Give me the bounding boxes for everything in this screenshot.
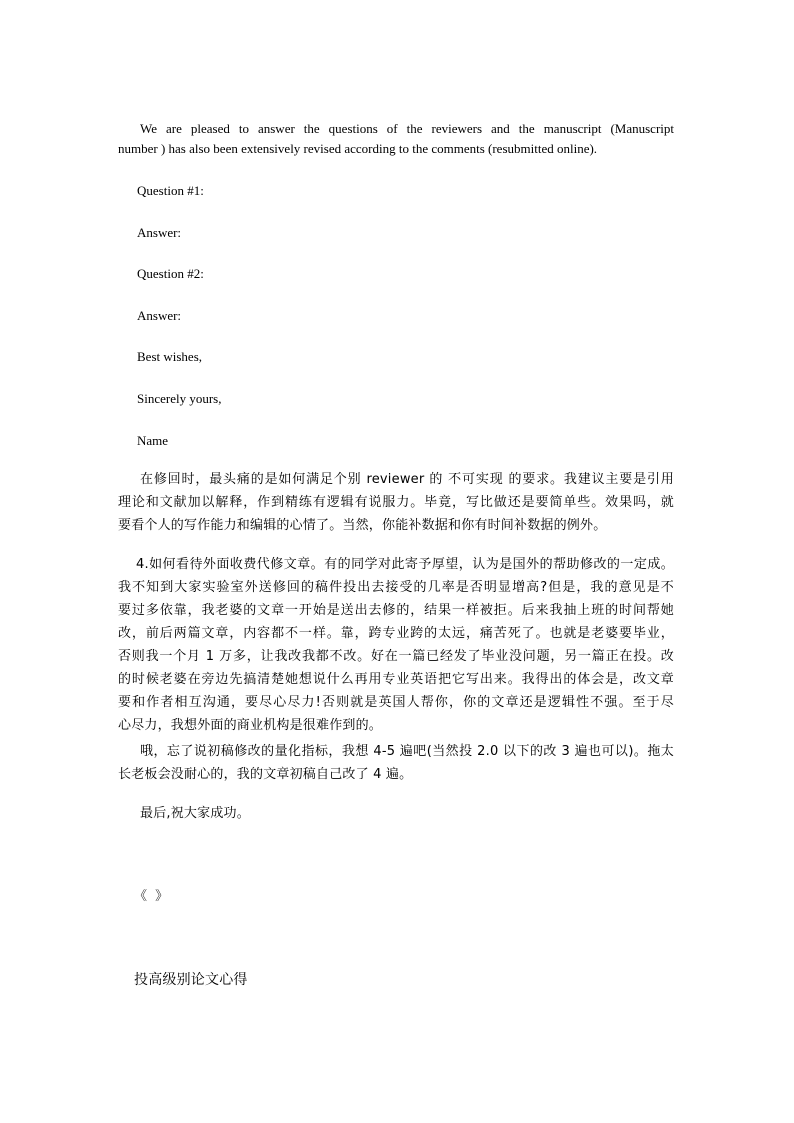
closing-line: Best wishes, [137, 349, 202, 364]
paid-editing-line-2: 我不知到大家实验室外送修回的稿件投出去接受的几率是否明显增高?但是，我的意见是不 [118, 580, 674, 595]
draft-count-line-2: 长老板会没耐心的，我的文章初稿自己改了 4 遍。 [118, 767, 413, 782]
intro-paragraph [118, 119, 674, 159]
intro-line-2: number ) has also been extensively revised according to the comments (resubmitted online). [118, 141, 598, 156]
bottom-heading: 投高级别论文心得 [134, 972, 248, 988]
final-wish-line: 最后,祝大家成功。 [140, 806, 250, 821]
answer-1-label: Answer: [137, 225, 182, 240]
paid-editing-paragraph [118, 553, 674, 737]
paid-editing-line-7: 要和作者相互沟通，要尽心尽力!否则就是英国人帮你，你的文章还是逻辑性不强。至于尽 [118, 695, 674, 710]
question-1-label: Question #1: [137, 183, 204, 198]
question-2-label: Question #2: [137, 266, 204, 281]
revision-advice-line-2: 理论和文献加以解释，作到精练有逻辑有说服力。毕竟，写比做还是要简单些。效果吗，就 [118, 495, 674, 510]
intro-line-1: We are pleased to answer the questions of the reviewers and the manuscript (Manuscript [140, 121, 674, 136]
paid-editing-line-8: 心尽力，我想外面的商业机构是很难作到的。 [118, 718, 383, 733]
paid-editing-line-5: 否则我一个月 1 万多，让我改我都不改。好在一篇已经发了毕业没问题，另一篇正在投。改 [118, 649, 674, 664]
draft-count-paragraph [118, 740, 674, 786]
revision-advice-line-3: 要看个人的写作能力和编辑的心情了。当然，你能补数据和你有时间补数据的例外。 [118, 518, 607, 533]
paid-editing-line-3: 要过多依靠，我老婆的文章一开始是送出去修的，结果一样被拒。后来我抽上班的时间帮她 [118, 603, 674, 618]
paid-editing-line-1: 4.如何看待外面收费代修文章。有的同学对此寄予厚望，认为是国外的帮助修改的一定成。 [136, 557, 674, 572]
book-title-marks: 《 》 [134, 889, 171, 904]
signoff-line: Sincerely yours, [137, 391, 222, 406]
revision-advice-paragraph [118, 468, 674, 537]
answer-2-label: Answer: [137, 308, 182, 323]
paid-editing-line-4: 改，前后两篇文章，内容都不一样。靠，跨专业跨的太远，痛苦死了。也就是老婆要毕业， [118, 626, 674, 641]
draft-count-line-1: 哦，忘了说初稿修改的量化指标，我想 4-5 遍吧(当然投 2.0 以下的改 3 遍也可以)。拖太 [140, 744, 674, 759]
signature-name: Name [137, 433, 169, 448]
revision-advice-line-1: 在修回时，最头痛的是如何满足个别 reviewer 的 不可实现 的要求。我建议主要是引用 [140, 472, 674, 487]
paid-editing-line-6: 的时候老婆在旁边先搞清楚她想说什么再用专业英语把它写出来。我得出的体会是，改文章 [118, 672, 674, 687]
